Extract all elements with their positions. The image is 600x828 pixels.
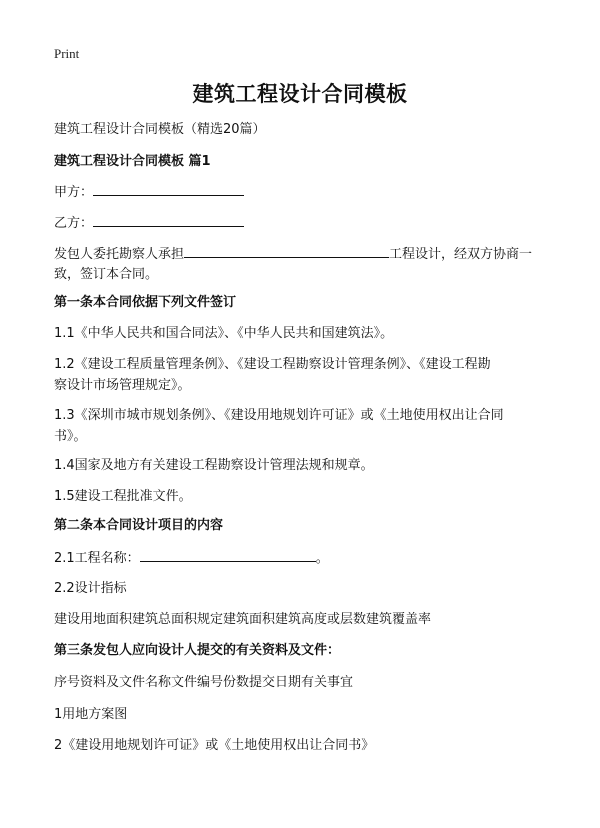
section-heading: 建筑工程设计合同模板 篇1 [54, 154, 211, 169]
project-blank [184, 243, 389, 258]
intro-line-2: 致，签订本合同。 [54, 267, 159, 282]
item-1-1: 1.1《中华人民共和国合同法》、《中华人民共和国建筑法》。 [54, 326, 394, 341]
party-b-blank [93, 212, 244, 227]
item-2-2: 2.2设计指标 [54, 581, 127, 596]
party-a-blank [93, 181, 244, 196]
item-2-1-line [54, 547, 560, 569]
print-link[interactable]: Print [54, 46, 80, 61]
list-item-2: 2《建设用地规划许可证》或《土地使用权出让合同书》 [54, 738, 375, 753]
item-2-1-label: 2.1工程名称： [54, 551, 140, 566]
item-1-3-line-2: 书》。 [54, 429, 87, 444]
project-name-blank [140, 547, 316, 562]
table-header-line: 序号资料及文件名称文件编号份数提交日期有关事宜 [54, 675, 354, 690]
party-a-label: 甲方： [54, 185, 94, 200]
intro-prefix: 发包人委托勘察人承担 [54, 247, 185, 262]
intro-suffix: 工程设计，经双方协商一 [389, 247, 533, 262]
item-1-3-line-1: 1.3《深圳市城市规划条例》、《建设用地规划许可证》或《土地使用权出让合同 [54, 408, 504, 423]
indicators-line: 建设用地面积建筑总面积规定建筑面积建筑高度或层数建筑覆盖率 [54, 612, 432, 627]
item-1-5: 1.5建设工程批准文件。 [54, 489, 192, 504]
article-2-heading: 第二条本合同设计项目的内容 [54, 518, 224, 533]
party-b-line [54, 212, 560, 234]
list-item-1: 1用地方案图 [54, 707, 128, 722]
document-title: 建筑工程设计合同模板 [192, 82, 408, 106]
article-3-heading: 第三条发包人应向设计人提交的有关资料及文件： [54, 643, 341, 658]
intro-line-1 [54, 243, 560, 265]
party-b-label: 乙方： [54, 216, 94, 231]
article-1-heading: 第一条本合同依据下列文件签订 [54, 295, 237, 310]
subtitle: 建筑工程设计合同模板（精选20篇） [54, 122, 266, 137]
item-1-2-line-2: 察设计市场管理规定》。 [54, 378, 191, 393]
item-1-2-line-1: 1.2《建设工程质量管理条例》、《建设工程勘察设计管理条例》、《建设工程勘 [54, 357, 491, 372]
party-a-line [54, 181, 560, 203]
item-1-4: 1.4国家及地方有关建设工程勘察设计管理法规和规章。 [54, 458, 374, 473]
item-2-1-end: 。 [315, 551, 329, 566]
